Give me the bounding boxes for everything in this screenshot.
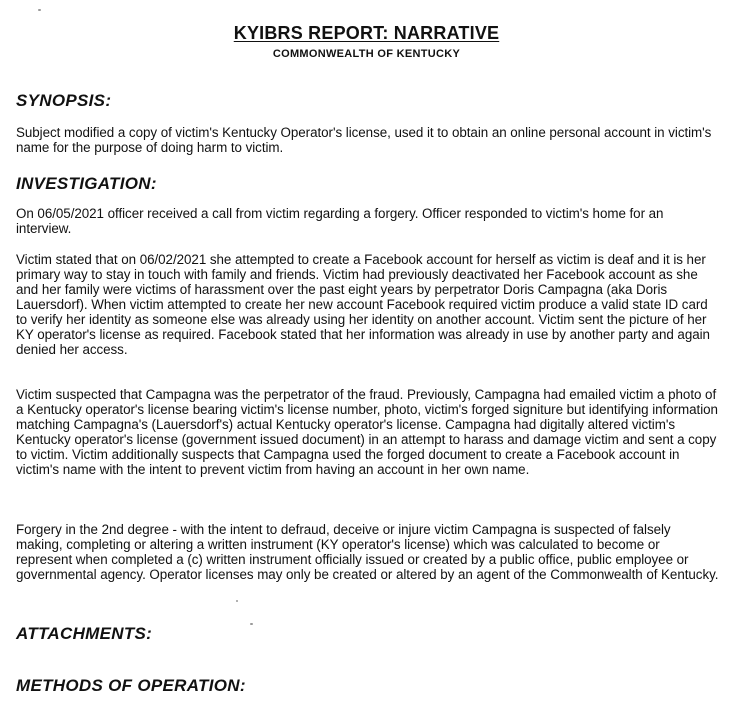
synopsis-heading: SYNOPSIS: <box>16 91 112 110</box>
scan-speck <box>236 600 238 602</box>
scan-speck <box>250 623 253 625</box>
synopsis-text: Subject modified a copy of victim's Kentucky Operator's license, used it to obtain an online personal account in victim's name for the purpose of doing harm to victim. <box>16 125 712 155</box>
report-subtitle: COMMONWEALTH OF KENTUCKY <box>272 48 461 60</box>
attachments-heading: ATTACHMENTS: <box>16 624 153 643</box>
investigation-paragraph-1: On 06/05/2021 officer received a call from victim regarding a forgery. Officer responded to victim's home for an interview. <box>16 206 664 236</box>
investigation-paragraph-3: Victim suspected that Campagna was the perpetrator of the fraud. Previously, Campagna had emailed victim a photo of a Kentucky operator's license bearing victim's license number, photo, victim's forged signiture but identifying information matching Campagna's (Lauersdorf's) actual Kentucky operator's license. Campagna had digitally altered victim's Kentucky operator's license (government issued document) in an attempt to harass and damage victim and sent a copy to victim. Victim additionally suspects that Campagna used the forged document to create a Facebook account in victim's name with the intent to prevent victim from having an account in her own name. <box>16 387 718 477</box>
investigation-heading: INVESTIGATION: <box>16 174 157 193</box>
investigation-paragraph-4: Forgery in the 2nd degree - with the intent to defraud, deceive or injure victim Campagna is suspected of falsely making, completing or altering a written instrument (KY operator's license) which was calculated to become or represent when completed a (c) written instrument officially issued or created by a public office, public employee or governmental agency. Operator licenses may only be created or altered by an agent of the Commonwealth of Kentucky. <box>16 522 719 582</box>
report-title <box>0 23 733 44</box>
methods-of-operation-heading: METHODS OF OPERATION: <box>16 676 246 695</box>
investigation-paragraph-2: Victim stated that on 06/02/2021 she attempted to create a Facebook account for herself as victim is deaf and it is her primary way to stay in touch with family and friends. Victim had previously deactivated her Facebook account as she and her family were victims of harassment over the past eight years by perpetrator Doris Campagna (aka Doris Lauersdorf). When victim attempted to create her new account Facebook required victim produce a valid state ID card to verify her identity as someone else was already using her identity on another account. Victim sent the picture of her KY operator's license as required. Facebook stated that her information was already in use by another party and again denied her access. <box>16 252 710 357</box>
scan-speck <box>38 9 41 11</box>
report-title-text: KYIBRS REPORT: NARRATIVE <box>233 23 500 43</box>
